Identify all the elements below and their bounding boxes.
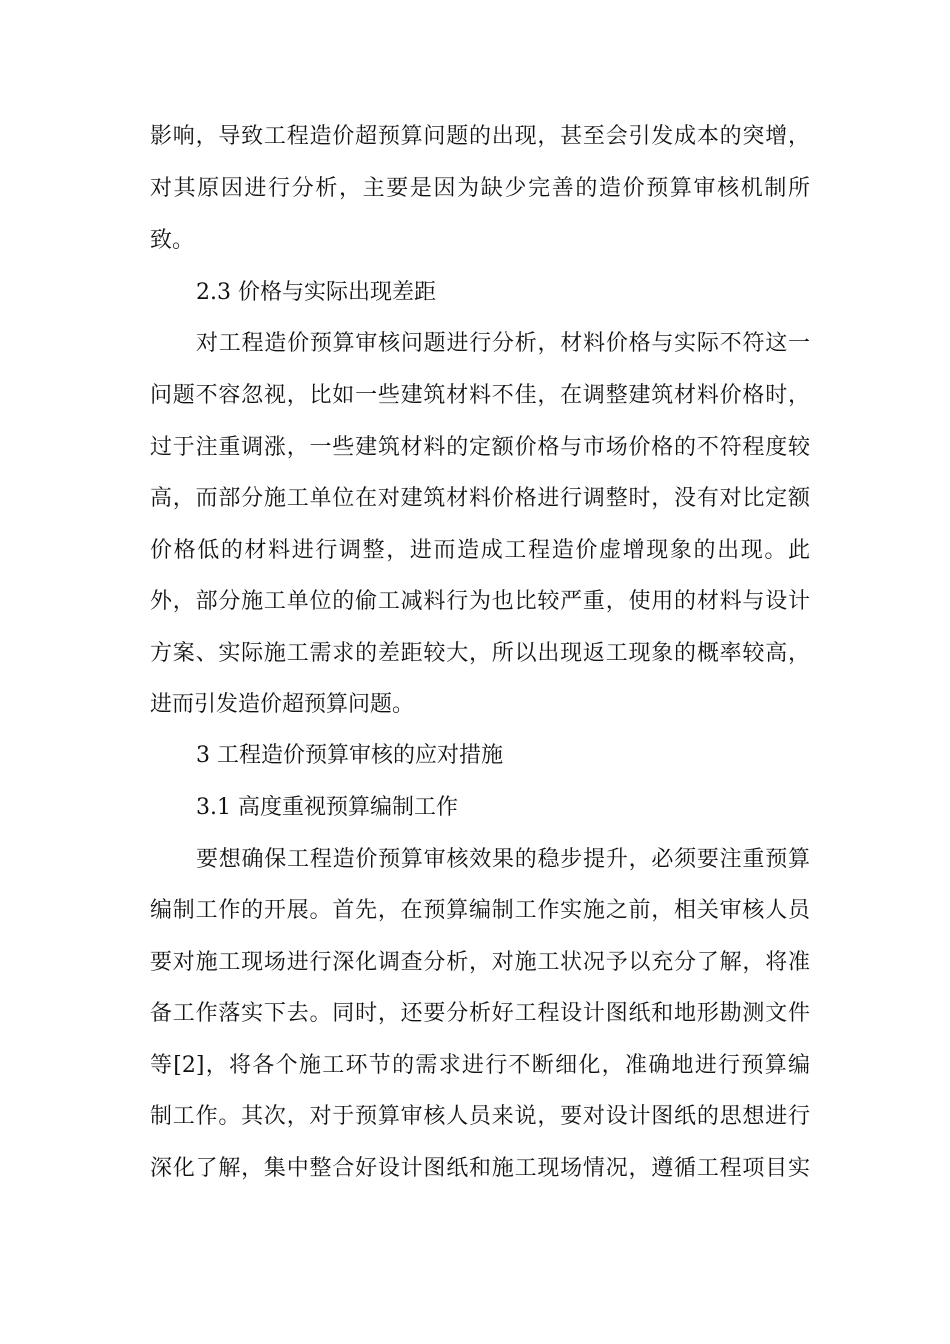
text-line: 对工程造价预算审核问题进行分析，材料价格与实际不符这一 — [196, 331, 810, 356]
text-line: 对其原因进行分析，主要是因为缺少完善的造价预算审核机制所 — [150, 176, 810, 201]
text-line: 制工作。其次，对于预算审核人员来说，要对设计图纸的思想进行 — [150, 1104, 810, 1129]
text-line: 过于注重调涨，一些建筑材料的定额价格与市场价格的不符程度较 — [150, 435, 810, 460]
section-heading: 2.3 价格与实际出现差距 — [196, 280, 436, 305]
subsection-heading: 3.1 高度重视预算编制工作 — [196, 795, 458, 820]
text-line: 影响，导致工程造价超预算问题的出现，甚至会引发成本的突增， — [150, 124, 810, 149]
text-line: 深化了解，集中整合好设计图纸和施工现场情况，遵循工程项目实 — [150, 1156, 810, 1181]
section-heading: 3 工程造价预算审核的应对措施 — [196, 743, 503, 768]
text-line: 要想确保工程造价预算审核效果的稳步提升，必须要注重预算 — [196, 847, 810, 872]
text-line: 问题不容忽视，比如一些建筑材料不佳，在调整建筑材料价格时， — [150, 383, 810, 408]
text-line: 要对施工现场进行深化调查分析，对施工状况予以充分了解，将准 — [150, 950, 810, 975]
text-line: 备工作落实下去。同时，还要分析好工程设计图纸和地形勘测文件 — [150, 1001, 810, 1026]
text-line: 外，部分施工单位的偷工减料行为也比较严重，使用的材料与设计 — [150, 589, 810, 614]
text-line: 等[2]，将各个施工环节的需求进行不断细化，准确地进行预算编 — [150, 1053, 810, 1078]
text-line: 方案、实际施工需求的差距较大，所以出现返工现象的概率较高， — [150, 641, 810, 666]
text-line: 致。 — [150, 228, 195, 253]
text-line: 进而引发造价超预算问题。 — [150, 692, 415, 717]
text-line: 编制工作的开展。首先，在预算编制工作实施之前，相关审核人员 — [150, 898, 810, 923]
text-line: 价格低的材料进行调整，进而造成工程造价虚增现象的出现。此 — [150, 538, 810, 563]
text-line: 高，而部分施工单位在对建筑材料价格进行调整时，没有对比定额 — [150, 486, 810, 511]
